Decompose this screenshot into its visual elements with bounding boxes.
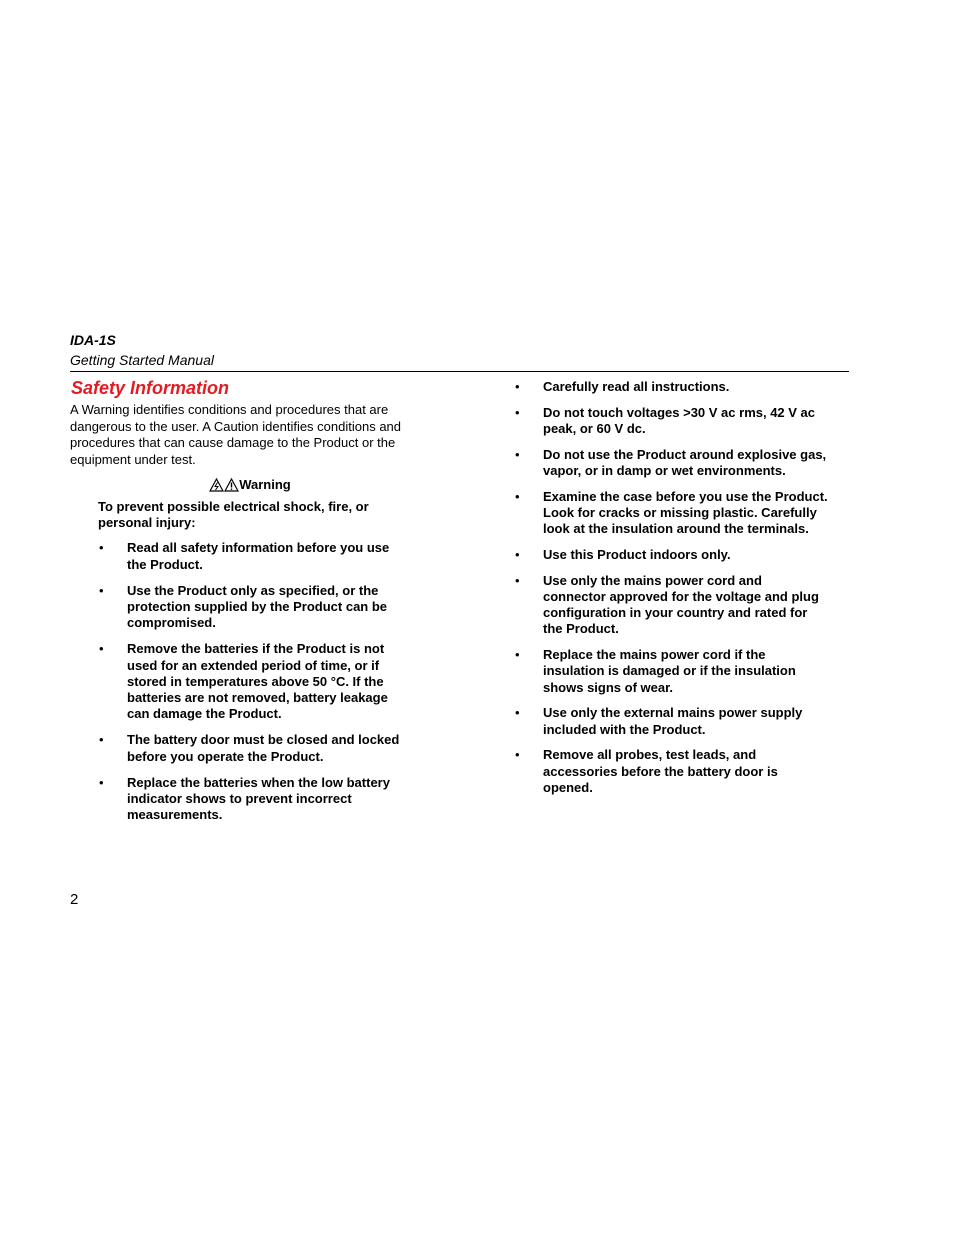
list-item-text: Use this Product indoors only.: [543, 547, 731, 562]
list-item-text: Read all safety information before you use the Product.: [127, 540, 390, 572]
list-item: [513, 405, 828, 437]
list-item-text: Do not use the Product around explosive gas, vapor, or in damp or wet environments.: [543, 446, 827, 478]
right-warning-list: [513, 379, 828, 796]
manual-title: Getting Started Manual: [70, 352, 214, 368]
bullet: •: [515, 379, 520, 394]
bullet: •: [515, 547, 520, 562]
list-item-text: The battery door must be closed and locked before you operate the Product.: [127, 732, 400, 764]
list-item: [513, 705, 828, 737]
list-item: [513, 647, 828, 696]
right-column: [513, 379, 828, 806]
page-number: 2: [70, 891, 79, 908]
bullet: •: [515, 705, 520, 721]
bullet: •: [99, 641, 104, 657]
list-item: [513, 547, 828, 563]
bullet: •: [99, 732, 104, 748]
list-item-text: Examine the case before you use the Product. Look for cracks or missing plastic. Carefully look at the insulation around the terminals.: [543, 488, 828, 537]
bullet: •: [99, 582, 104, 598]
list-item-text: Remove the batteries if the Product is not used for an extended period of time, or if stored in temperatures above 50 °C. If the batteries are not removed, battery leakage can damage the Product.: [127, 641, 388, 722]
list-item-text: Replace the batteries when the low battery indicator shows to prevent incorrect measurements.: [127, 774, 390, 823]
list-item-text: Replace the mains power cord if the insulation is damaged or if the insulation shows signs of wear.: [543, 647, 796, 695]
section-title: Safety Information: [71, 378, 230, 398]
list-item-text: Carefully read all instructions.: [543, 379, 730, 394]
bullet: •: [515, 446, 520, 462]
list-item: [70, 540, 402, 572]
page-header: [70, 332, 849, 372]
intro-paragraph: A Warning identifies conditions and procedures that are dangerous to the user. A Caution identifies conditions and procedures that can cause damage to the Product or the equipment under test.: [70, 402, 402, 467]
list-item: [513, 747, 828, 796]
list-item: [513, 379, 828, 395]
list-item: [513, 573, 828, 638]
warning-heading: [70, 477, 430, 493]
warning-label: Warning: [239, 477, 291, 492]
list-item: [513, 447, 828, 479]
bullet: •: [515, 488, 520, 504]
bullet: •: [515, 747, 520, 763]
list-item: [70, 641, 402, 722]
electrical-hazard-icon: [209, 478, 224, 492]
list-item: [70, 732, 402, 764]
list-item-text: Remove all probes, test leads, and accessories before the battery door is opened.: [543, 747, 778, 795]
left-warning-list: [70, 540, 440, 823]
caution-triangle-icon: [224, 478, 239, 492]
left-column: [70, 376, 440, 833]
list-item-text: Use only the external mains power supply included with the Product.: [543, 705, 803, 737]
list-item: [70, 775, 402, 824]
list-item-text: Use only the mains power cord and connector approved for the voltage and plug configuration in your country and rated for the Product.: [543, 572, 819, 637]
list-item: [513, 489, 828, 538]
list-item-text: Do not touch voltages >30 V ac rms, 42 V ac peak, or 60 V dc.: [543, 404, 816, 436]
bullet: •: [515, 404, 520, 420]
bullet: •: [99, 540, 104, 556]
product-model: IDA-1S: [70, 332, 116, 348]
list-item: [70, 583, 402, 632]
warning-intro: To prevent possible electrical shock, fire, or personal injury:: [98, 499, 369, 531]
bullet: •: [99, 774, 104, 790]
bullet: •: [515, 647, 520, 663]
list-item-text: Use the Product only as specified, or the protection supplied by the Product can be compromised.: [127, 582, 388, 631]
bullet: •: [515, 572, 520, 588]
